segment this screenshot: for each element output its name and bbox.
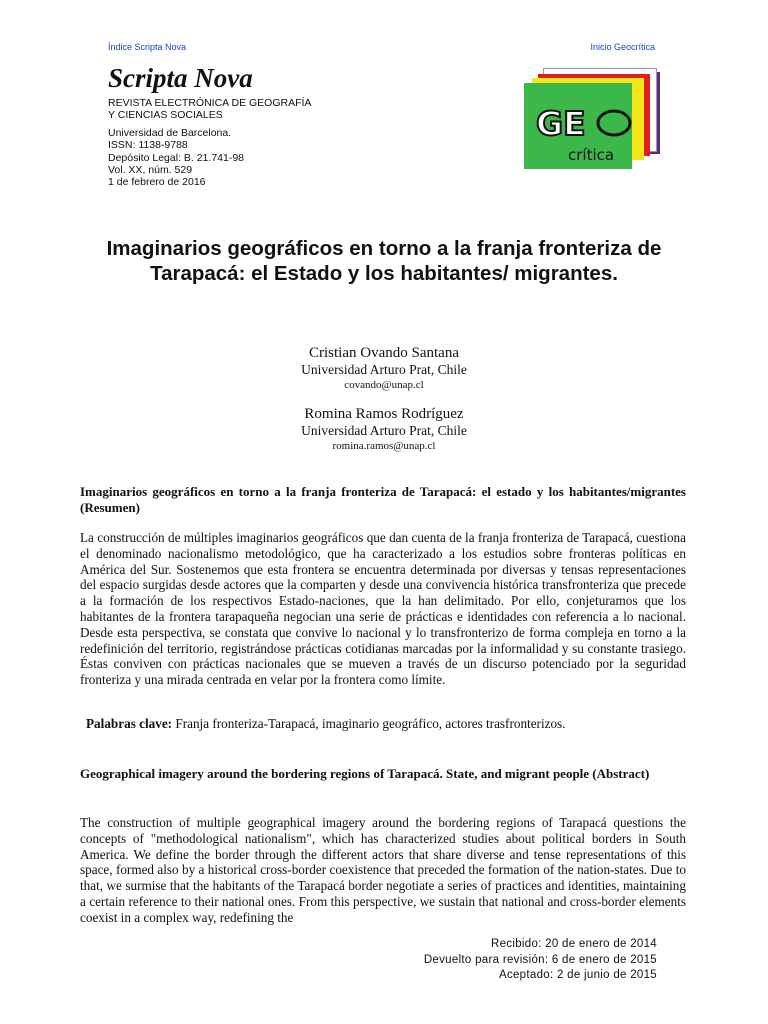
author-affiliation: Universidad Arturo Prat, Chile: [301, 362, 467, 377]
received-date: Recibido: 20 de enero de 2014: [491, 938, 657, 950]
author-name: Cristian Ovando Santana: [309, 345, 459, 361]
keywords-text: Franja fronteriza-Tarapacá, imaginario geográfico, actores trasfronterizos.: [175, 716, 566, 731]
journal-subtitle-2: Y CIENCIAS SOCIALES: [108, 109, 223, 122]
abstract-heading: Geographical imagery around the bordering regions of Tarapacá. State, and migrant people (Abstract): [80, 766, 650, 781]
logo-critica-text: crítica: [568, 146, 615, 164]
logo-o-ring: [598, 111, 630, 135]
abstract-text: The construction of multiple geographical imagery around the bordering regions of Tarapacá questions the concepts of "methodological nationalism", which has characterized studies about political borders in South America. We define the border through the different actors that share diverse and tense representations of this space, formed also by a historical cross-border coexistence that preceded the formation of the nation-states. Due to that, we surmise that the habitants of the Tarapacá border negotiate a series of practices and identities, maintaining a certain reference to their national ones. From this perspective, we sustain that national and cross-border elements coexist in a complex way, redefining the: [80, 815, 686, 925]
author-block: [0, 344, 768, 392]
revised-date: Devuelto para revisión: 6 de enero de 2015: [423, 953, 657, 966]
journal-subtitle-1: REVISTA ELECTRÓNICA DE GEOGRAFÍA: [108, 97, 312, 109]
link-inicio-geocritica[interactable]: Inicio Geocrítica: [590, 42, 655, 52]
volume: Vol. XX, núm. 529: [108, 164, 193, 177]
logo-geo-text: [524, 68, 660, 170]
resumen-heading: Imaginarios geográficos en torno a la franja fronteriza de Tarapacá: el estado y los habitantes/migrantes (Resumen): [80, 484, 686, 515]
author-block: [0, 405, 768, 453]
author-name: Romina Ramos Rodríguez: [304, 406, 464, 422]
keywords-label: Palabras clave:: [86, 716, 173, 731]
logo-geo-letters: GE: [536, 104, 586, 143]
publication-date: 1 de febrero de 2016: [108, 176, 206, 189]
dates-block: [424, 937, 657, 984]
geocritica-logo[interactable]: [524, 68, 660, 170]
accepted-date: Aceptado: 2 de junio de 2015: [498, 969, 657, 981]
author-affiliation: Universidad Arturo Prat, Chile: [301, 423, 467, 438]
deposito-legal: Depósito Legal: B. 21.741-98: [108, 151, 245, 164]
journal-meta: [108, 97, 311, 189]
link-indice-scripta-nova[interactable]: Índice Scripta Nova: [108, 42, 187, 52]
issn: ISSN: 1138-9788: [108, 139, 188, 152]
journal-title: Scripta Nova: [108, 63, 253, 93]
author-email: covando@unap.cl: [344, 379, 424, 391]
author-email: romina.ramos@unap.cl: [332, 440, 436, 452]
university: Universidad de Barcelona.: [108, 126, 232, 139]
article-title: Imaginarios geográficos en torno a la franja fronteriza de Tarapacá: el Estado y los habitantes/ migrantes.: [106, 237, 662, 285]
keywords-line: [86, 716, 565, 732]
resumen-text: La construcción de múltiples imaginarios geográficos que dan cuenta de la franja fronteriza de Tarapacá, cuestiona el denominado nacionalismo metodológico, que ha caracterizado a los estudios sobre fronteras políticas en América del Sur. Sostenemos que esta frontera se encuentra determinada por diversas y tensas representaciones del espacio surgidas desde actores que la comparten y desde una convivencia histórica transfronteriza que precede a la formación de los respectivos Estado-naciones, que la han delimitado. Por ello, conjeturamos que los habitantes de la frontera tarapaqueña negocian una serie de prácticas e identidades con referencia a lo nacional. Desde esta perspectiva, se constata que convive lo nacional y lo transfronterizo de forma compleja en torno a la redefinición del territorio, registrándose prácticas cotidianas marcadas por la informalidad y su constante trasiego. Éstas conviven con prácticas nacionales que se mueven a través de un discurso potenciado por la seguridad fronteriza y una mirada centrada en velar por la frontera como límite.: [80, 530, 686, 688]
